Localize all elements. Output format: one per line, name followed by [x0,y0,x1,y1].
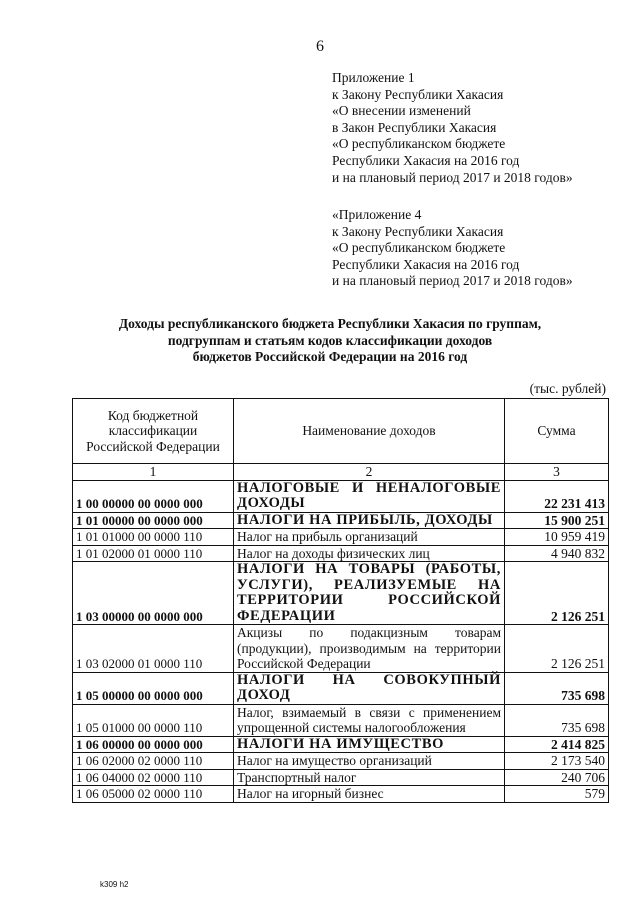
column-number-row [73,464,609,481]
row-sum: 2 126 251 [505,562,609,625]
row-sum: 2 414 825 [505,736,609,753]
appendix-1-line: Республики Хакасия на 2016 год [332,152,520,168]
appendix-1-line: Приложение 1 [332,70,415,85]
appendix-1-line: «О внесении изменений [332,103,471,119]
row-code: 1 06 00000 00 0000 000 [73,736,234,753]
appendix-1-line: и на плановый период 2017 и 2018 годов» [332,169,573,185]
row-sum: 22 231 413 [505,480,609,512]
table-row [73,736,609,753]
row-name: Налог на прибыль организаций [234,529,505,546]
row-code: 1 06 04000 02 0000 110 [73,769,234,786]
row-sum: 15 900 251 [505,512,609,529]
row-code: 1 06 05000 02 0000 110 [73,786,234,803]
row-sum: 240 706 [505,769,609,786]
table-row [73,704,609,736]
title-line: бюджетов Российской Федерации на 2016 год [192,349,468,365]
table-row [73,545,609,562]
row-sum: 735 698 [505,672,609,704]
row-code: 1 01 00000 00 0000 000 [73,512,234,529]
row-name: Транспортный налог [234,769,505,786]
table-row [73,529,609,546]
row-sum: 2 173 540 [505,753,609,770]
header-code: Код бюджетной классификации Российской Федерации [73,399,234,464]
table-row [73,786,609,803]
table-row [73,625,609,673]
row-name: НАЛОГОВЫЕ И НЕНАЛОГОВЫЕ ДОХОДЫ [234,480,505,512]
appendix-4-line: к Закону Республики Хакасия [332,223,504,239]
header-sum: Сумма [505,399,609,464]
row-code: 1 05 00000 00 0000 000 [73,672,234,704]
row-sum: 735 698 [505,704,609,736]
appendix-1-line: в Закон Республики Хакасия [332,119,497,135]
units-label: (тыс. рублей) [529,381,606,396]
revenue-table [72,398,609,803]
column-number: 3 [505,464,609,481]
appendix-1-caption [332,70,573,186]
appendix-4-line: «О республиканском бюджете [332,240,506,256]
title-line: подгруппам и статьям кодов классификации доходов [167,332,493,348]
appendix-1-line: к Закону Республики Хакасия [332,86,504,102]
appendix-4-caption [332,207,573,290]
column-number: 1 [73,464,234,481]
row-sum: 579 [505,786,609,803]
row-code: 1 03 00000 00 0000 000 [73,562,234,625]
row-code: 1 05 01000 00 0000 110 [73,704,234,736]
document-title [60,316,600,366]
row-sum: 4 940 832 [505,545,609,562]
row-code: 1 01 01000 00 0000 110 [73,529,234,546]
row-sum: 2 126 251 [505,625,609,673]
row-name: НАЛОГИ НА СОВОКУПНЫЙ ДОХОД [234,672,505,704]
footer-code: k309 h2 [100,880,129,889]
table-row [73,672,609,704]
appendix-4-line: «Приложение 4 [332,207,422,222]
appendix-1-line: «О республиканском бюджете [332,136,506,152]
row-name: Налог на игорный бизнес [234,786,505,803]
table-row [73,769,609,786]
row-name: Акцизы по подакцизным товарам (продукции), производимым на территории Российской Федерации [234,625,505,673]
table-header-row [73,399,609,464]
table-row [73,562,609,625]
row-code: 1 01 02000 01 0000 110 [73,545,234,562]
row-code: 1 03 02000 01 0000 110 [73,625,234,673]
row-code: 1 00 00000 00 0000 000 [73,480,234,512]
appendix-4-line: и на плановый период 2017 и 2018 годов» [332,273,573,289]
row-name: НАЛОГИ НА ПРИБЫЛЬ, ДОХОДЫ [234,512,505,529]
row-name: НАЛОГИ НА ТОВАРЫ (РАБОТЫ, УСЛУГИ), РЕАЛИЗУЕМЫЕ НА ТЕРРИТОРИИ РОССИЙСКОЙ ФЕДЕРАЦИИ [234,562,505,625]
row-name: Налог на доходы физических лиц [234,545,505,562]
row-sum: 10 959 419 [505,529,609,546]
page-number: 6 [316,38,324,55]
row-name: Налог, взимаемый в связи с применением упрощенной системы налогообложения [234,704,505,736]
table-row [73,480,609,512]
table-row [73,512,609,529]
header-name: Наименование доходов [234,399,505,464]
table-body [73,480,609,802]
table-row [73,753,609,770]
column-number: 2 [234,464,505,481]
row-name: Налог на имущество организаций [234,753,505,770]
row-code: 1 06 02000 02 0000 110 [73,753,234,770]
row-name: НАЛОГИ НА ИМУЩЕСТВО [234,736,505,753]
appendix-4-line: Республики Хакасия на 2016 год [332,256,520,272]
title-line: Доходы республиканского бюджета Республики Хакасия по группам, [118,316,542,331]
